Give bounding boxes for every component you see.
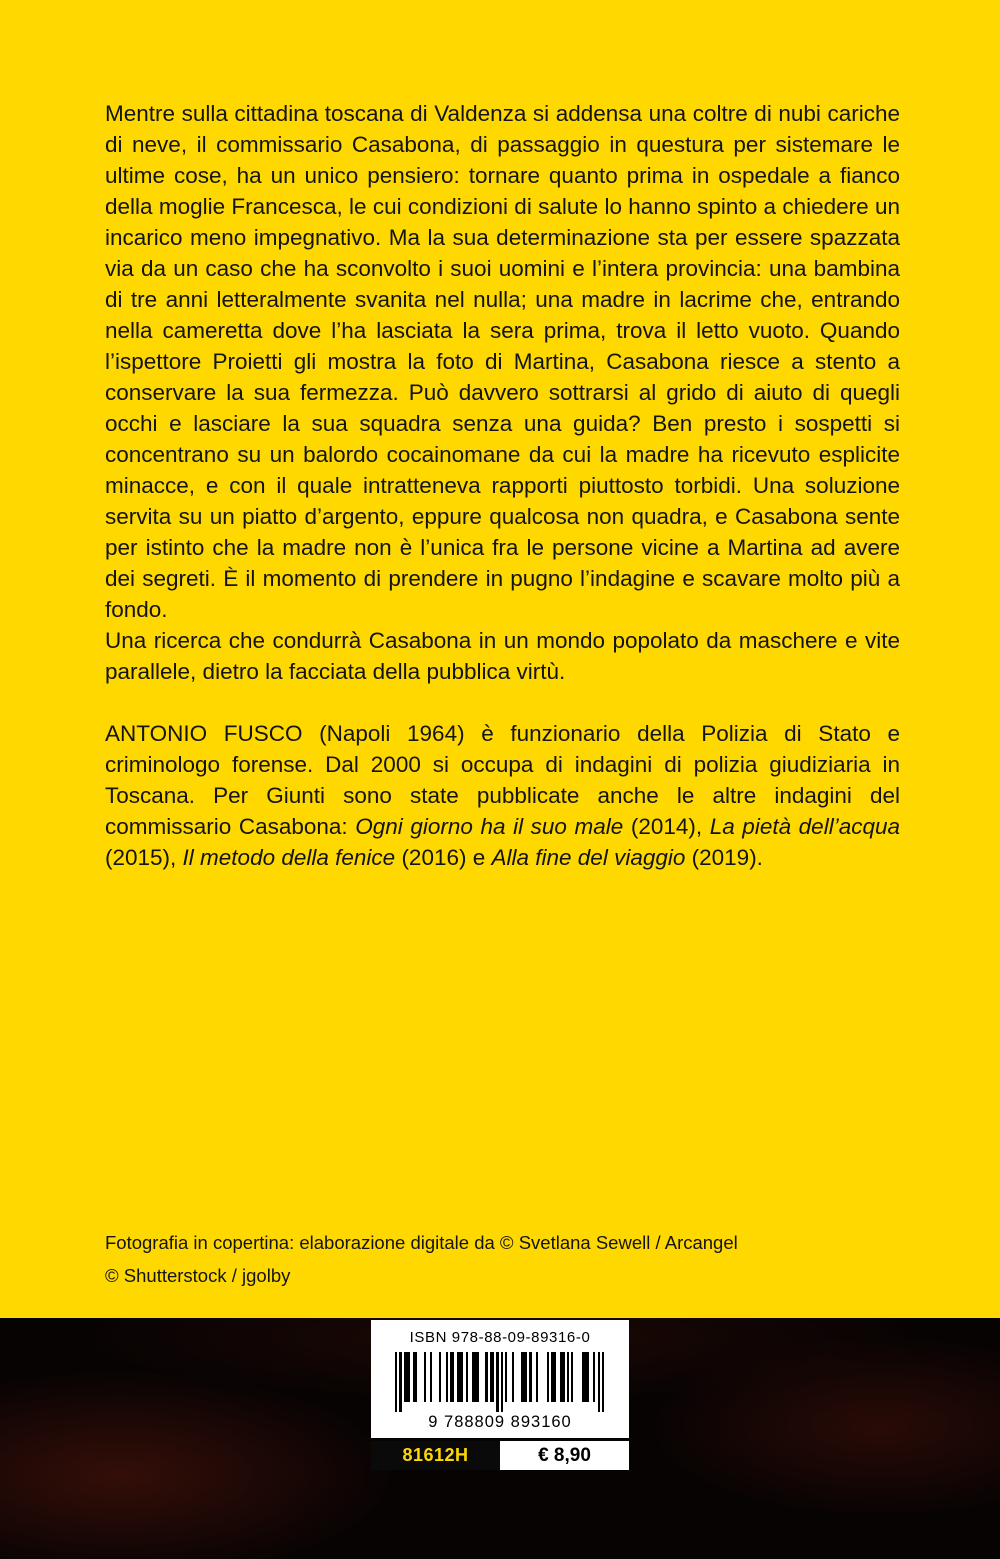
author-bio-intro: ANTONIO FUSCO (Napoli 1964) è funzionario della Polizia di Stato e criminologo forense. Dal 2000 si occupa di indagini di polizia giudiziaria in Toscana. Per Giunti sono state pubblicate anche le altre indagini del commissario Casabona: [105, 721, 900, 839]
author-bio [105, 718, 900, 873]
barcode-block [371, 1320, 629, 1470]
photo-credit-line-1: Fotografia in copertina: elaborazione digitale da © Svetlana Sewell / Arcangel [105, 1232, 738, 1253]
edition-code: 81612H [371, 1441, 500, 1470]
book-title-1: Ogni giorno ha il suo male [355, 814, 624, 839]
barcode [395, 1352, 605, 1412]
photo-credits [105, 1226, 900, 1292]
blurb-paragraph-2: Una ricerca che condurrà Casabona in un mondo popolato da maschere e vite parallele, dietro la facciata della pubblica virtù. [105, 628, 900, 684]
book-title-3-year: (2016) e [395, 845, 492, 870]
barcode-digits: 9 788809 893160 [428, 1413, 572, 1431]
book-title-4: Alla fine del viaggio [491, 845, 686, 870]
book-title-4-year: (2019). [685, 845, 763, 870]
price: € 8,90 [500, 1441, 629, 1470]
book-title-1-year: (2014), [623, 814, 710, 839]
isbn-label: ISBN 978-88-09-89316-0 [409, 1329, 591, 1346]
price-row [371, 1441, 629, 1470]
photo-credit-line-2: © Shutterstock / jgolby [105, 1265, 291, 1286]
book-title-2-year: (2015), [105, 845, 183, 870]
book-title-2: La pietà dell’acqua [709, 814, 900, 839]
blurb-paragraph-1: Mentre sulla cittadina toscana di Valdenza si addensa una coltre di nubi cariche di neve, il commissario Casabona, di passaggio in questura per sistemare le ultime cose, ha un unico pensiero: tornare quanto prima in ospedale a fianco della moglie Francesca, le cui condizioni di salute lo hanno spinto a chiedere un incarico meno impegnativo. Ma la sua determinazione sta per essere spazzata via da un caso che ha sconvolto i suoi uomini e l’intera provincia: una bambina di tre anni letteralmente svanita nel nulla; una madre in lacrime che, entrando nella cameretta dove l’ha lasciata la sera prima, trova il letto vuoto. Quando l’ispettore Proietti gli mostra la foto di Martina, Casabona riesce a stento a conservare la sua fermezza. Può davvero sottrarsi al grido di aiuto di quegli occhi e lasciare la sua squadra senza una guida? Ben presto i sospetti si concentrano su un balordo cocainomane da cui la madre ha ricevuto esplicite minacce, e con il quale intratteneva rapporti piuttosto torbidi. Una soluzione servita su un piatto d’argento, eppure qualcosa non quadra, e Casabona sente per istinto che la madre non è l’unica fra le persone vicine a Martina ad avere dei segreti. È il momento di prendere in pugno l’indagine e scavare molto più a fondo. [105, 101, 900, 622]
barcode-panel [371, 1320, 629, 1438]
bottom-photo-strip [0, 1318, 1000, 1559]
book-title-3: Il metodo della fenice [182, 845, 396, 870]
